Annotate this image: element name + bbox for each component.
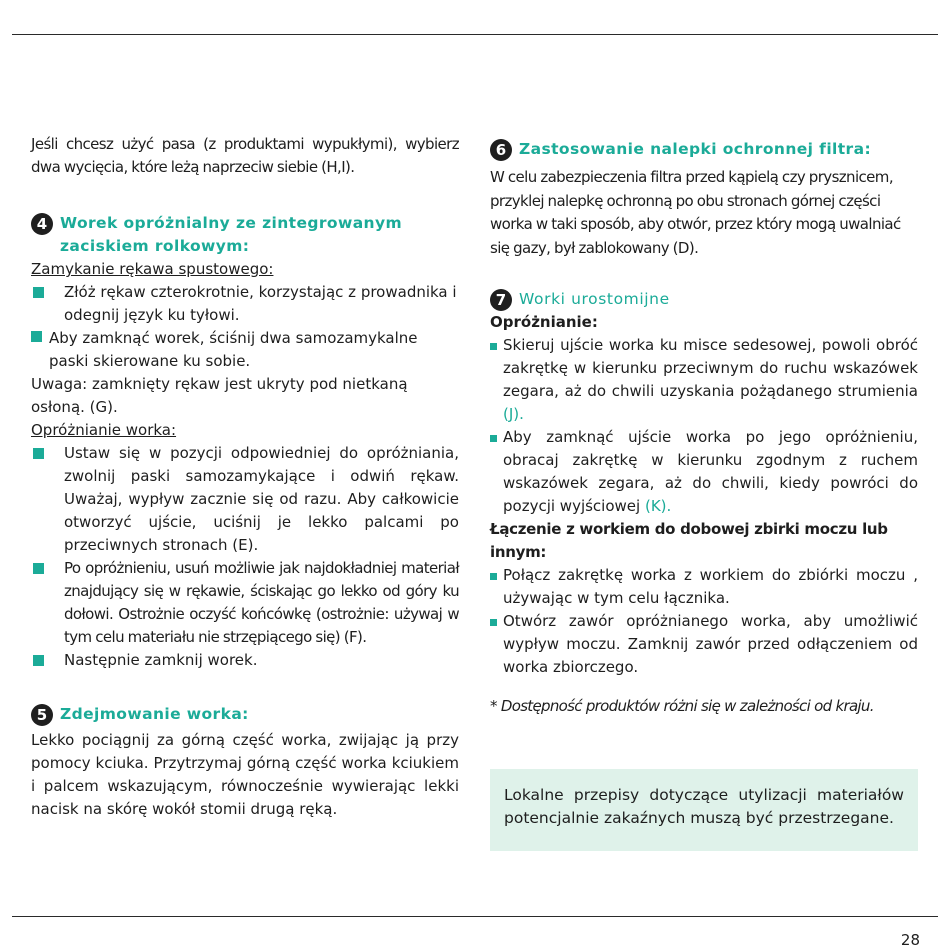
figure-ref-k: (K). [644,497,672,515]
bullet-square-icon [490,435,497,442]
emptying-label: Opróżnianie: [490,313,598,331]
urostomy-emptying-item-2: Aby zamknąć ujście worka po jego opróżnieniu, obracaj zakrętkę w kierunku zgodnym z ruchem wskazówek zegara, aż do chwili, kiedy powróci do pozycji wyjściowej [503,428,918,515]
bullet-square-icon [490,573,497,580]
number-7-badge: 7 [490,289,512,311]
list-item [31,649,459,672]
section-4-heading [31,212,459,258]
section-7-heading [490,288,918,311]
number-4-badge: 4 [31,213,53,235]
emptying-item-2: Po opróżnieniu, usuń możliwie jak najdokładniej materiał znajdujący się w rękawie, ściskając go lekko od góry ku dołowi. Ostrożnie oczyść końcówkę (ostrożnie: używaj w tym celu materiału nie strzępiącego się) (F). [64,559,459,646]
list-item [490,334,918,426]
number-6-badge: 6 [490,139,512,161]
availability-note: * Dostępność produktów różni się w zależności od kraju. [490,697,874,715]
emptying-item-3: Następnie zamknij worek. [64,651,258,669]
disposal-info-box [490,769,918,851]
bottom-rule [12,916,938,917]
section-4-title: Worek opróżnialny ze zintegrowanym zaciskiem rolkowym: [60,214,403,255]
closing-subtitle: Zamykanie rękawa spustowego: [31,260,274,278]
belt-intro: Jeśli chcesz użyć pasa (z produktami wypukłymi), wybierz dwa wycięcia, które leżą naprzeciw siebie (H,I). [31,135,459,176]
section-6-body: W celu zabezpieczenia filtra przed kąpielą czy prysznicem, przyklej nalepkę ochronną po obu stronach górnej części worka w taki sposób, aby otwór, przez który mogą uwalniać się gazy, był zablokowany (D). [490,168,901,257]
section-6-heading [490,138,918,161]
section-4-note: Uwaga: zamknięty rękaw jest ukryty pod nietkaną osłoną. (G). [31,375,408,416]
connecting-item-1: Połącz zakrętkę worka z workiem do zbiórki moczu , używając w tym celu łącznika. [503,566,918,607]
bullet-square-icon [490,343,497,350]
bullet-square-icon [33,655,44,666]
section-5-title: Zdejmowanie worka: [60,705,249,723]
connecting-label: Łączenie z workiem do dobowej zbirki moczu lub innym: [490,520,888,561]
number-5-badge: 5 [31,704,53,726]
closing-item-2: Aby zamknąć worek, ściśnij dwa samozamykalne paski skierowane ku sobie. [49,329,418,370]
list-item [31,281,459,327]
list-item [490,426,918,518]
list-item [490,564,918,610]
emptying-item-1: Ustaw się w pozycji odpowiedniej do opróżniania, zwolnij paski samozamykające i odwiń rękaw. Uważaj, wypływ zacznie się od razu. Aby całkowicie otworzyć ujście, uciśnij je lekko palcami po przeciwnych stronach (E). [64,444,459,554]
list-item [490,610,918,679]
closing-item-1: Złóż rękaw czterokrotnie, korzystając z prowadnika i odegnij język ku tyłowi. [64,283,457,324]
connecting-item-2: Otwórz zawór opróżnianego worka, aby umożliwić wypływ moczu. Zamknij zawór przed odłączeniem od worka zbiorczego. [503,612,918,676]
bullet-square-icon [33,563,44,574]
list-item [31,557,459,649]
bullet-square-icon [490,619,497,626]
urostomy-emptying-item-1: Skieruj ujście worka ku misce sedesowej, powoli obróć zakrętkę w kierunku przeciwnym do ruchu wskazówek zegara, aż do chwili uzyskania pożądanego strumienia [503,336,918,400]
emptying-subtitle: Opróżnianie worka: [31,421,177,439]
left-column [31,133,459,821]
page-number: 28 [900,931,920,949]
section-7-title: Worki urostomijne [519,290,670,308]
section-5-body: Lekko pociągnij za górną część worka, zwijając ją przy pomocy kciuka. Przytrzymaj górną część worka kciukiem i palcem wskazującym, równocześnie wywierając lekki nacisk na skórę wokół stomii drugą ręką. [31,731,459,818]
list-item [31,442,459,557]
bullet-square-icon [33,287,44,298]
top-rule [12,34,938,35]
bullet-square-icon [31,331,42,342]
right-column [490,138,918,718]
list-item [31,327,459,373]
bullet-square-icon [33,448,44,459]
section-5-heading [31,703,459,726]
disposal-info-text: Lokalne przepisy dotyczące utylizacji materiałów potencjalnie zakaźnych muszą być przestrzegane. [504,786,904,827]
section-6-title: Zastosowanie nalepki ochronnej filtra: [519,140,872,158]
figure-ref-j: (J). [503,405,524,423]
